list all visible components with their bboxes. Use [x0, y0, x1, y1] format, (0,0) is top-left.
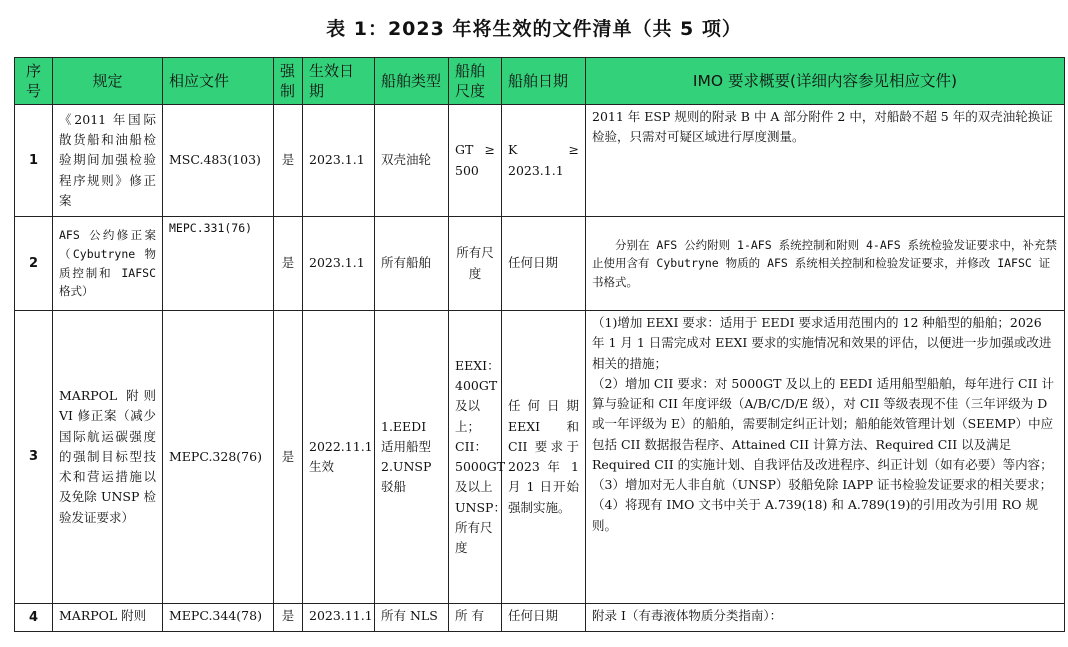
- summary-paragraph: 附录 I（有毒液体物质分类指南）：: [592, 608, 783, 623]
- summary-paragraph: （1)增加 EEXI 要求：适用于 EEDI 要求适用范围内的 12 种船型的船舶；2026 年 1 月 1 日需完成对 EEXI 要求的实施情况和效果的评估，以便进一步加强或改进相关的措施；: [592, 315, 1052, 371]
- document-cell: MEPC.344(78): [163, 604, 274, 632]
- effective-date-cell: 2023.1.1: [303, 217, 375, 311]
- summary-paragraph: （3）增加对无人非自航（UNSP）驳船免除 IAPP 证书检验发证要求的相关要求；: [592, 477, 1053, 492]
- ship-size-cell: EEXI：400GT 及以上；CII：5000GT 及以上 UNSP：所有尺度: [449, 311, 502, 604]
- ship-type-cell: 所有船舶: [375, 217, 449, 311]
- header-ship-type: 船舶类型: [375, 58, 449, 105]
- regulation-cell: MARPOL 附则 VI 修正案（减少国际航运碳强度的强制目标型技术和营运措施以及免除 UNSP 检验发证要求）: [53, 311, 163, 604]
- effective-date-cell: 2023.11.1: [303, 604, 375, 632]
- summary-paragraph: 分别在 AFS 公约附则 1-AFS 系统控制和附则 4-AFS 系统检验发证要求中，补充禁止使用含有 Cybutryne 物质的 AFS 系统相关控制和检验发证要求，并修改 IAFSC 证书格式。: [592, 237, 1058, 289]
- row-number: 2: [15, 217, 53, 311]
- row-number: 3: [15, 311, 53, 604]
- regulation-table: [14, 57, 1065, 632]
- ship-date-cell: K ≥ 2023.1.1: [502, 105, 586, 217]
- mandatory-cell: 是: [274, 105, 303, 217]
- summary-paragraph: 2011 年 ESP 规则的附录 B 中 A 部分附件 2 中，对船龄不超 5 年的双壳油轮换证检验，只需对可疑区域进行厚度测量。: [592, 109, 1053, 145]
- ship-type-cell: 所有 NLS: [375, 604, 449, 632]
- ship-type-cell: 双壳油轮: [375, 105, 449, 217]
- regulation-cell: 《2011 年国际散货船和油船检验期间加强检验程序规则》修正案: [53, 105, 163, 217]
- ship-size-cell: GT ≥ 500: [449, 105, 502, 217]
- table-row: [15, 217, 1065, 311]
- ship-type-cell: 1.EEDI 适用船型 2.UNSP 驳船: [375, 311, 449, 604]
- summary-cell: [586, 311, 1065, 604]
- mandatory-cell: 是: [274, 217, 303, 311]
- header-no: 序号: [15, 58, 53, 105]
- regulation-cell: AFS 公约修正案（Cybutryne 物质控制和 IAFSC 格式）: [53, 217, 163, 311]
- ship-size-cell: 所有尺度: [449, 217, 502, 311]
- ship-date-cell: 任何日期: [502, 217, 586, 311]
- effective-date-cell: 2022.11.1 生效: [303, 311, 375, 604]
- table-header-row: [15, 58, 1065, 105]
- ship-date-cell: 任何日期 EEXI 和 CII 要求于 2023 年 1 月 1 日开始强制实施。: [502, 311, 586, 604]
- summary-paragraph: （4）将现有 IMO 文书中关于 A.739(18) 和 A.789(19)的引用改为引用 RO 规则。: [592, 497, 1038, 533]
- header-mandatory: 强制: [274, 58, 303, 105]
- document-cell: MEPC.328(76): [163, 311, 274, 604]
- header-ship-size: 船舶尺度: [449, 58, 502, 105]
- row-number: 1: [15, 105, 53, 217]
- summary-paragraph: （2）增加 CII 要求：对 5000GT 及以上的 EEDI 适用船型船舶，每年进行 CII 计算与验证和 CII 年度评级（A/B/C/D/E 级），对 CII 等级表现不佳（三年评级为 D 或一年评级为 E）的船舶，需要制定纠正计划；船舶能效管理计划（SEEMP）中应包括 CII 数据报告程序、Attained CII 计算方法、Required CII 以及满足 Required CII 的实施计划、自我评估及改进程序、纠正计划（如有必要）等内容；: [592, 375, 1054, 472]
- document-cell: MSC.483(103): [163, 105, 274, 217]
- header-summary: IMO 要求概要(详细内容参见相应文件): [586, 58, 1065, 105]
- summary-cell: [586, 604, 1065, 632]
- effective-date-cell: 2023.1.1: [303, 105, 375, 217]
- mandatory-cell: 是: [274, 311, 303, 604]
- ship-date-cell: 任何日期: [502, 604, 586, 632]
- row-number: 4: [15, 604, 53, 632]
- summary-cell: [586, 105, 1065, 217]
- header-effective-date: 生效日期: [303, 58, 375, 105]
- header-regulation: 规定: [53, 58, 163, 105]
- document-cell: MEPC.331(76): [163, 217, 274, 311]
- header-document: 相应文件: [163, 58, 274, 105]
- regulation-cell: MARPOL 附则: [53, 604, 163, 632]
- document-title: 表 1：2023 年将生效的文件清单（共 5 项）: [326, 18, 742, 40]
- mandatory-cell: 是: [274, 604, 303, 632]
- ship-size-cell: 所 有: [449, 604, 502, 632]
- header-ship-date: 船舶日期: [502, 58, 586, 105]
- summary-cell: [586, 217, 1065, 311]
- table-row: [15, 105, 1065, 217]
- table-row: [15, 311, 1065, 604]
- table-row: [15, 604, 1065, 632]
